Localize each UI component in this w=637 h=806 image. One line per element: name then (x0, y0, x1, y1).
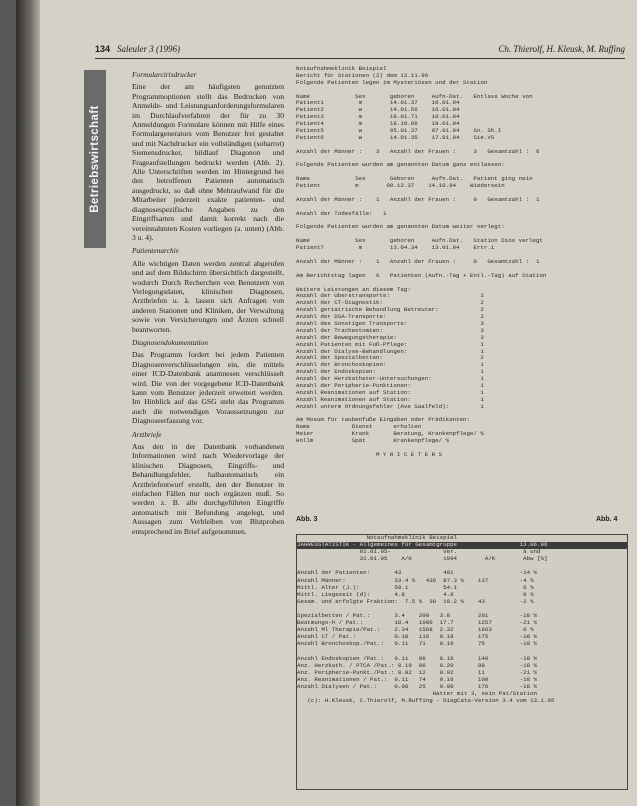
printout-line: Folgende Patienten legen im Mysteriösen und der Station (296, 79, 488, 86)
header-rule (95, 58, 625, 59)
printout-line: Anzahl der Bewegungstherapie: 3 (296, 334, 484, 341)
printout-line: Name Sex Geboren Aufn.Dat. Patient ging nein (296, 176, 533, 183)
printout-line: Am Mosum für taubenfuße Eingaben oder Prädikanten: (296, 417, 470, 424)
statistics-line: Anzahl der Patienten: 43 491 -14 % (297, 570, 538, 577)
printout-line: Weitere Leistungen an diesem Tag: (296, 286, 411, 293)
printout-line: Anzahl der Todesfälle: 1 (296, 210, 387, 217)
printout-line: Anzahl der Spezialbetten: 2 (296, 355, 484, 362)
journal-reference: Saleuler 3 (1996) (117, 44, 180, 54)
body-paragraph: Aus den in der Datenbank vorhandenen Informationen wird nach Wiedervorlage der klinischen Diagnosen, Eingriffs- und Behandlungsfehler, halbautomatisch ein Arztbriefentwurf erstellt, den der Benutzer in einfachen Fällen nur noch ergänzen muß. So werden z. B. alle durchgeführten Eingriffe automatisch mit Befundung angelegt, und Aussagen zum Verbleiben von Blutproben entsprechend im Brief aufgenommen. (132, 442, 284, 536)
statistics-line: Hatter mit 3, sein Pat/Station (297, 691, 538, 698)
statistics-line: Anzahl Dialysen / Pat.: 0.08 25 0.08 176 -18 % (297, 683, 538, 690)
statistics-line: Anzahl Bronchoskop./Pat.: 0.11 71 0.16 75 -18 % (297, 641, 538, 648)
statistics-line: Anzahl Ml Therapie/Pat.: 2.34 1568 2.32 1663 0 % (297, 627, 534, 634)
ward-report-printout (296, 66, 626, 459)
printout-line: Name Sex geboren Aufn.Dat. Station Dios verlegt (296, 238, 543, 245)
printout-line: Patient5 w 05.01.37 07.01.94 Sn. Sh.I (296, 128, 502, 135)
printout-line: Meier Krank Beratung, Krankenpflege/ % (296, 431, 484, 438)
annual-statistics-printout (296, 534, 628, 790)
statistics-line: Mittl. Alter (J.): 59.1 54.1 6 % (297, 584, 534, 591)
printout-line: Anzahl der Herzkatheter-Untersuchungen: 1 (296, 376, 484, 383)
printout-line: Anzahl der Männer : 1 Anzahl der Frauen : 0 Gesamtzahl : 1 (296, 258, 540, 265)
printout-line: Anzahl der Endoskopien: 1 (296, 369, 484, 376)
printout-line: Anzahl Patienten mit Fuß-Pflege: 1 (296, 341, 484, 348)
statistics-line: Anzahl Männer: 33.4 % 436 87.3 % 137 -4 % (297, 577, 534, 584)
printout-line (296, 156, 626, 163)
printout-line: Patient6 w 14.01.35 17.01.94 Sie.VS (296, 134, 495, 141)
statistics-line: (c): H.Kleusk, C.Thierolf, M.Ruffing - DiagCata-Version 3.4 vom 13.1.95 (297, 698, 555, 705)
printout-line: Bericht für Stationen (2) dem 13.11.96 (296, 72, 429, 79)
statistics-line: 01.01.95- Ver. à und (297, 549, 541, 556)
printout-line (296, 190, 626, 197)
statistics-line (297, 563, 627, 570)
printout-line (296, 169, 626, 176)
side-tab-label: Betriebswirtschaft (89, 105, 101, 213)
printout-line: Anzahl unterm Ordnungsfehler (Ave Saalfeld): 1 (296, 403, 484, 410)
printout-line: Name Dienst erhalten (296, 424, 422, 431)
printout-line: Anzahl geriatrische Behandlung Betreuter: 2 (296, 307, 484, 314)
statistics-line: Anz. Peripherie-Punkt./Pat.: 0.02 12 0.02 11 -21 % (297, 669, 538, 676)
article-column (132, 66, 284, 540)
statistics-title-bar: JAHRESSTATISTIK - Allgemeines für Gesamtgruppe 13.06.96 (297, 542, 627, 549)
printout-line: Hollm Spät Krankenpflege/ % (296, 438, 450, 445)
printout-line (296, 445, 626, 452)
printout-line: Anzahl der CT-Diagnostik: 2 (296, 300, 484, 307)
printout-line: Anzahl der Bronchoskopien: 1 (296, 362, 484, 369)
printout-line: Anzahl des Sonstigen Transporte: 3 (296, 320, 484, 327)
section-heading: Patientenarchiv (132, 246, 179, 256)
statistics-line: Anzahl CT / Pat.: 0.18 116 0.18 175 -18 % (297, 634, 538, 641)
printout-line: Anzahl der Tracheotomien: 3 (296, 327, 484, 334)
printout-line: Patient7 m 13.04.34 13.01.94 Ertr.1 (296, 245, 495, 252)
statistics-line: Anz. Reanimationen / Pat.: 0.11 74 0.16 100 -18 % (297, 676, 538, 683)
body-paragraph: Eine der am häufigsten genutzten Programmoptionen stellt das Bedrucken von Anmelde- und Leistungsanforderungsformularen im Durchlaufverfahren der für zu 30 Anmeldungen Formulare können mit Hilfe eines Formulargenerators vom Benutzer frei gestaltet und mit Nachdrucker ein vollständigen (sobarrot) Siemensdrucker, bildlauf Diagonon und Frageaufstellungen bedruckt werden (Abb. 2). Alle Unterschriften werden im Hintergrund bei den betroffenen Patienten automatisch ausgedruckt, so daß ohne Mehraufwand für die Mitarbeiter jederzeit exakte patienten- und diagnosespezifische Angaben zu den Eingriffsarten und damit korrekt nach die vereinnahmten Kosten vorliegen (a. unten) (Abb. 3 u. 4). (132, 82, 284, 242)
printout-line (296, 204, 626, 211)
section-heading: Formularcirisdrucker (132, 70, 197, 79)
statistics-line: Gesam. und erfolgte Fraktion: 7.5 % 38 10.2 % 43 -2 % (297, 598, 534, 605)
printout-line: Folgende Patienten wurden am genannten Datum weiter verlegt: (296, 224, 505, 231)
statistics-line: Spezialbetten / Pat.: 3.4 200 3.8 201 -18 % (297, 613, 538, 620)
printout-line: Anzahl der Männer : 3 Anzahl der Frauen : 3 Gesamtzahl : 6 (296, 148, 540, 155)
printout-line: Anzahl der Peripherie-Punktionen: 1 (296, 382, 484, 389)
author-line: Ch. Thierolf, H. Kleusk, M. Ruffing (498, 44, 625, 54)
printout-line: Anzahl der Männer : 1 Anzahl der Frauen : 0 Gesamtzahl : 1 (296, 196, 540, 203)
page-number: 134 (95, 44, 111, 54)
statistics-line: Notaufnahmeklinik Beispiel (297, 535, 458, 541)
figure-label-right: Abb. 4 (596, 516, 618, 523)
body-paragraph: Das Programm fordert bei jedem Patienten Diagnosenverschlüsselungen ein, die mittels einer ICD-Datenbank anamnesen verschlüsselt wird. Die von der vorgegebene ICD-Datenbank kann vom Benutzer jederzeit erweitert werden. Im Hinblick auf das GSG steht das Programm auch die notwendigen Voraussetzungen zur Diagnoseerfassung vor. (132, 350, 284, 426)
statistics-line (297, 606, 627, 613)
printout-line: Anzahl der Dialyse-Behandlungen: 1 (296, 348, 484, 355)
statistics-line: Mittl. Liegezeit (d): 4.8 4.8 0 % (297, 591, 534, 598)
printout-line: M Y R I C E T E R S (296, 451, 443, 458)
printout-line (296, 411, 626, 418)
printout-line: Patient2 w 14.01.56 16.01.94 (296, 107, 460, 114)
statistics-line: 31.01.95 A/K 1994 A/K Abw [%] (297, 556, 548, 563)
printout-line (296, 280, 626, 287)
statistics-line (297, 649, 627, 656)
printout-line (296, 87, 626, 94)
section-side-tab (84, 70, 106, 248)
book-binding (16, 0, 40, 806)
printout-line: Patient m 09.12.37 14.10.94 Wiedersein (296, 183, 505, 190)
printout-line: Name Sex geboren Aufn-Dat. Entlass Woche von (296, 93, 533, 100)
section-heading: Arztbriefe (132, 429, 162, 439)
running-header (95, 44, 625, 58)
body-paragraph: Alle wichtigen Daten werden zentral abgerufen und auf dem Bildschirm übersichtlich dargestellt, wodurch Durch Recherchen von Benutzern von Verlegungsdaten, klinischen Diagnosen, Arztbriefen u. ä. lassen sich Anfragen von anderen Stationen und Kliniken, der Verwaltung sowie von Versicherungen und Ärzten schnell beantworten. (132, 258, 284, 334)
printout-line: Anzahl Reanimationen auf Station: 1 (296, 396, 484, 403)
figure-label-left: Abb. 3 (296, 516, 318, 523)
printout-line (296, 252, 626, 259)
statistics-line: Anz. Herzkath. / PTCA /Pat.: 0.19 96 0.20 98 -18 % (297, 662, 538, 669)
section-heading: Diagnosendokumentation (132, 337, 208, 347)
printout-line (296, 142, 626, 149)
statistics-line: Beatmungs-h / Pat.: 18.4 1000 17.7 1257 -21 % (297, 620, 538, 627)
printout-line: Anzahl der DSA-Transporte: 2 (296, 314, 484, 321)
printout-line: Anzahl der Überstransporte: 1 (296, 293, 484, 300)
statistics-line: Anzahl Endoskopien /Pat.: 0.11 96 0.16 140 -18 % (297, 655, 538, 662)
printout-line: Am Berichtstag lagen 6 Patienten (Aufn.-Tag + Entl.-Tag) auf Station (296, 272, 547, 279)
printout-line: Notaufnahmeklinik Beispiel (296, 66, 387, 72)
printout-line (296, 266, 626, 273)
printout-line: Anzahl Reanimationen auf Station: 1 (296, 389, 484, 396)
printout-line: Patient1 m 14.01.37 16.01.94 (296, 100, 460, 107)
printout-line: Folgende Patienten wurden am genannten Datum ganz entlassen: (296, 162, 505, 169)
printout-line: Patient3 m 18.01.71 10.01.94 (296, 114, 460, 121)
printout-line: Patient4 m 18.10.96 18.01.94 (296, 121, 460, 128)
printout-line (296, 218, 626, 225)
printout-line (296, 231, 626, 238)
